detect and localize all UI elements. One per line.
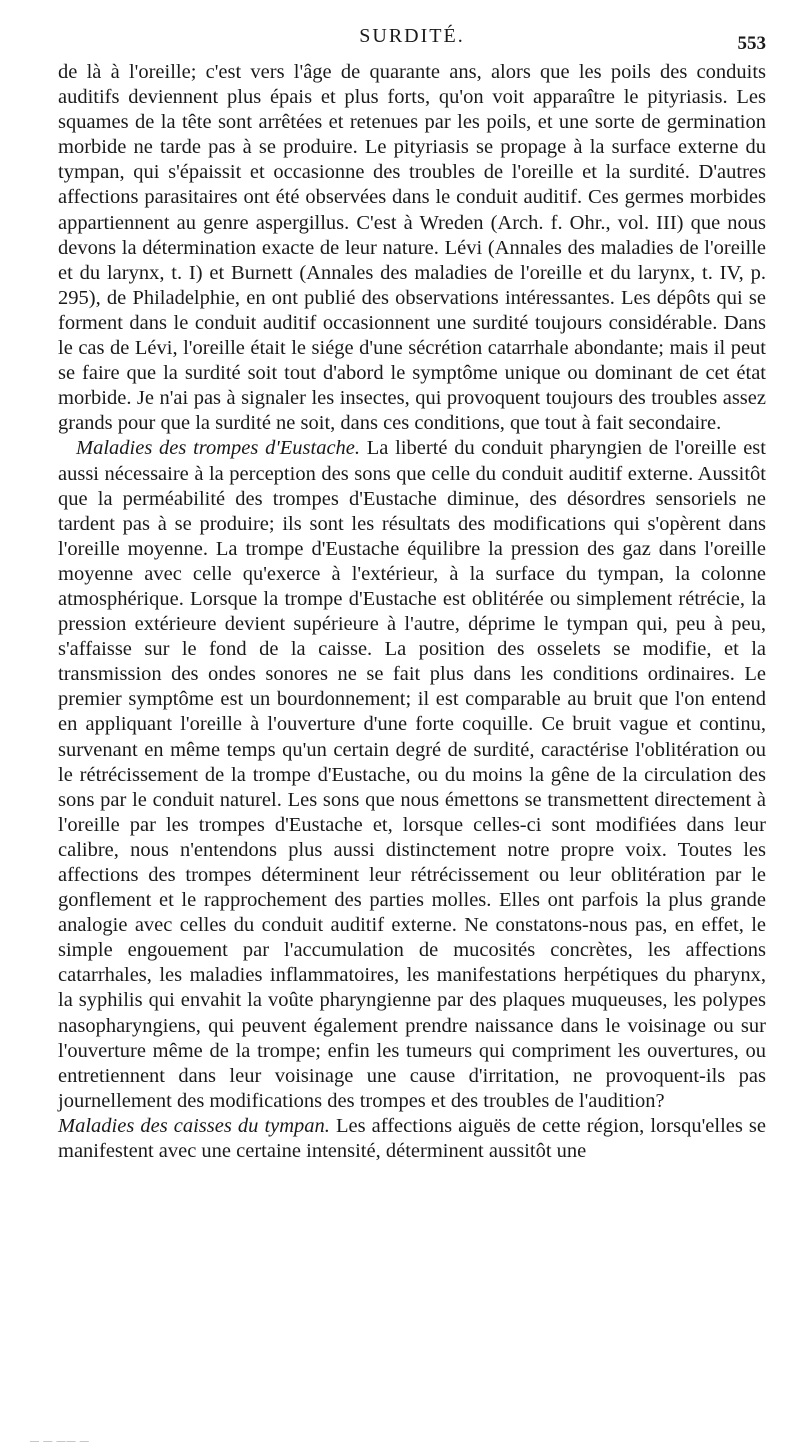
footer-mark: — — —— — [30, 1436, 90, 1446]
paragraph-eustache [58, 436, 766, 1114]
paragraph-text: de là à l'oreille; c'est vers l'âge de quarante ans, alors que les poils des conduits auditifs deviennent plus épais et plus forts, qu'on voit apparaître le pityriasis. Les squames de la tête sont arrêtées et retenues par les poils, et une sorte de germination morbide ne tarde pas à se produire. Le pityriasis se propage à la surface externe du tympan, qui s'épaissit et occasionne des troubles de l'oreille et la surdité. D'autres affections parasitaires ont été observées dans le conduit auditif. Ces germes morbides appartiennent au genre aspergillus. C'est à Wreden (Arch. f. Ohr., vol. III) que nous devons la détermination exacte de leur nature. Lévi (Annales des maladies de l'oreille et du larynx, t. I) et Burnett (Annales des maladies de l'oreille et du larynx, t. IV, p. 295), de Philadelphie, en ont publié des observations intéressantes. Les dépôts qui se forment dans le conduit auditif occasionnent une surdité toujours considérable. Dans le cas de Lévi, l'oreille était le siége d'une sécrétion catarrhale abondante; mais il peut se faire que la surdité soit tout d'abord le symptôme unique ou dominant de cet état morbide. Je n'ai pas à signaler les insectes, qui provoquent toujours des troubles assez grands pour que la surdité ne soit, dans ces conditions, que tout à fait secondaire. [58, 61, 766, 435]
paragraph-text: Les affections aiguës de cette région, lorsqu'elles se manifestent avec une certaine intensité, déterminent aussitôt une [58, 1114, 766, 1163]
page-number: 553 [737, 33, 766, 54]
paragraph-text: La liberté du conduit pharyngien de l'oreille est aussi nécessaire à la perception des sons que celle du conduit auditif externe. Aussitôt que la perméabilité des trompes d'Eustache diminue, des désordres sensoriels ne tardent pas à se produire; ils sont les résultats des modifications qui s'opèrent dans l'oreille moyenne. La trompe d'Eustache équilibre la pression des gaz dans l'oreille moyenne avec celle qu'exerce à l'extérieur, à la surface du tympan, la colonne atmosphérique. Lorsque la trompe d'Eustache est oblitérée ou simplement rétrécie, la pression extérieure devient supérieure à l'autre, déprime le tympan qui, peu à peu, s'affaisse sur le fond de la caisse. La position des osselets se modifie, et la transmission des ondes sonores ne se fait plus dans les conditions ordinaires. Le premier symptôme est un bourdonnement; il est comparable au bruit que l'on entend en appliquant l'oreille à l'ouverture d'une forte coquille. Ce bruit vague et continu, survenant en même temps qu'un certain degré de surdité, caractérise l'oblitération ou le rétrécissement de la trompe d'Eustache, ou du moins la gêne de la circulation des sons par le conduit naturel. Les sons que nous émettons se transmettent directement à l'oreille par les trompes d'Eustache et, lorsque celles-ci sont modifiées dans leur calibre, nous n'entendons plus aussi distinctement notre propre voix. Toutes les affections des trompes déterminent leur rétrécissement ou leur oblitération par le gonflement et le rapprochement des parties molles. Elles ont parfois la plus grande analogie avec celles du conduit auditif externe. Ne constatons-nous pas, en effet, le simple engouement par l'accumulation de mucosités concrètes, les affections catarrhales, les maladies inflammatoires, les manifestations herpétiques du pharynx, la syphilis qui envahit la voûte pharyngienne par des plaques muqueuses, les polypes nasopharyngiens, qui peuvent également prendre naissance dans le voisinage ou sur l'ouverture même de la trompe; enfin les tumeurs qui compriment les ouvertures, ou entretiennent dans leur voisinage une cause d'irritation, ne provoquent-ils pas journellement des modifications des trompes et des troubles de l'audition? [58, 437, 766, 1112]
section-heading: Maladies des caisses du tympan. [58, 1114, 330, 1137]
section-heading: Maladies des trompes d'Eustache. [76, 437, 361, 460]
paragraph-tympan [58, 1114, 766, 1164]
body-text [58, 60, 766, 1164]
running-head [58, 0, 766, 54]
paragraph-continuation [58, 60, 766, 436]
page-title: SURDITÉ. [359, 25, 465, 47]
